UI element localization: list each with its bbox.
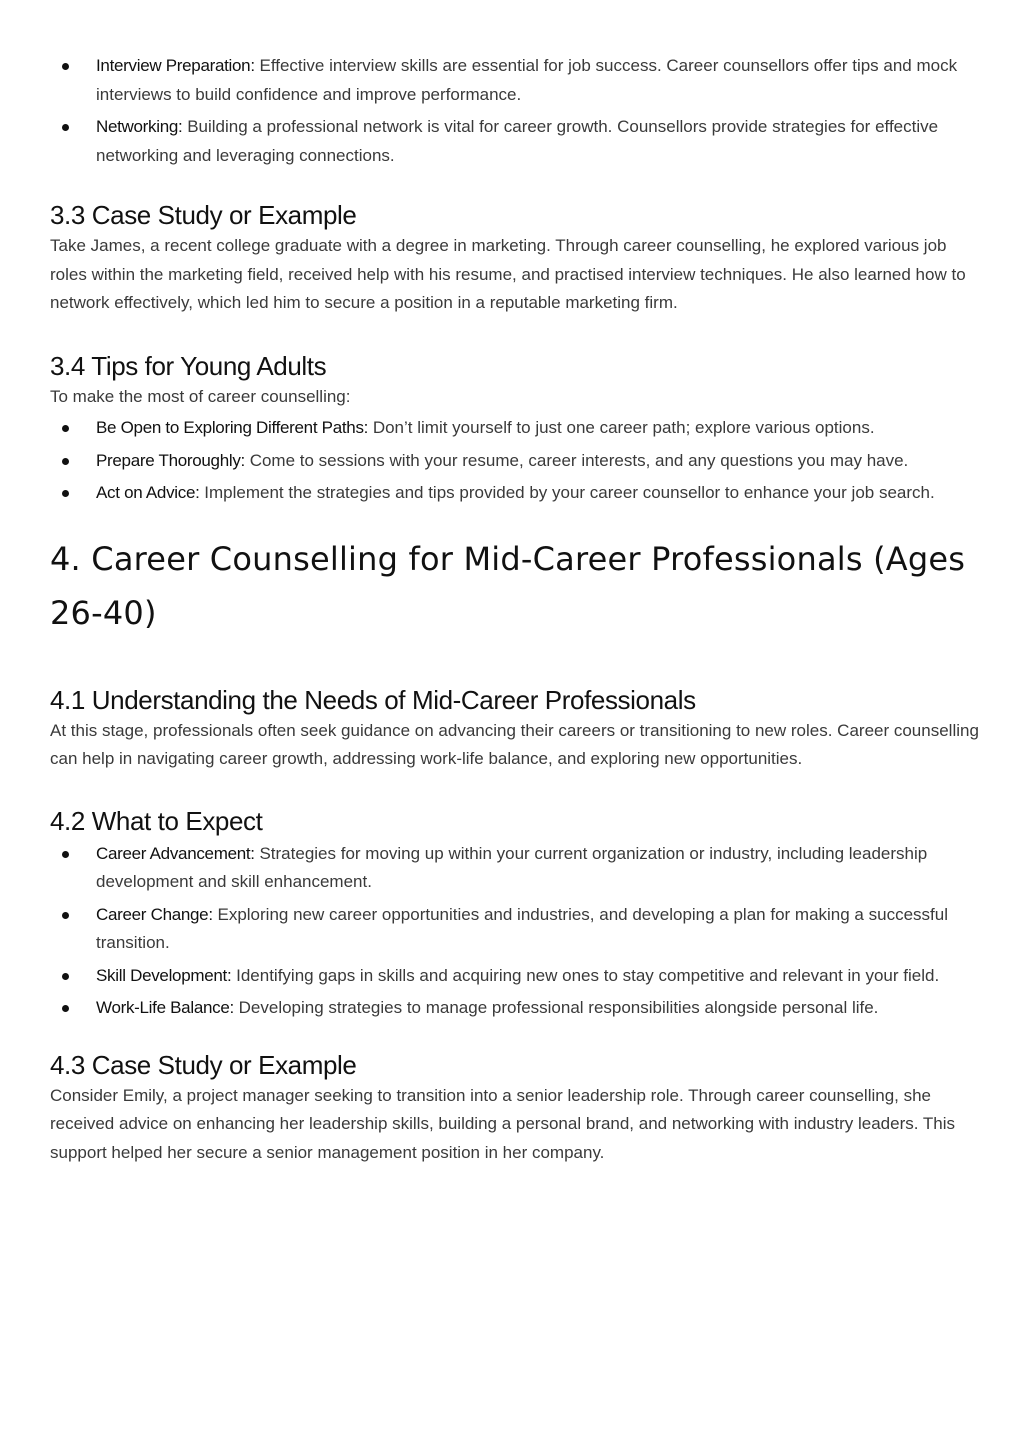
list-item-text: Developing strategies to manage professional responsibilities alongside personal life. — [233, 998, 879, 1017]
bullet-icon — [62, 458, 69, 465]
bullet-icon — [62, 63, 69, 70]
tips-bullet-list — [50, 414, 980, 508]
list-item-term: Prepare Thoroughly: — [96, 450, 245, 470]
section-3-3-heading: 3.3 Case Study or Example — [50, 200, 357, 230]
list-item — [50, 962, 980, 991]
list-item-text: Come to sessions with your resume, career interests, and any questions you may have. — [244, 450, 909, 470]
list-item-text: Implement the strategies and tips provided by your career counsellor to enhance your job search. — [199, 483, 935, 502]
list-item-text: Effective interview skills are essential for job success. Career counsellors offer tips and mock interviews to build confidence and improve performance. — [96, 56, 958, 104]
list-item-term: Skill Development: — [96, 965, 232, 985]
bullet-icon — [62, 973, 69, 980]
list-item-text: Building a professional network is vital for career growth. Counsellors provide strategies for effective networking and leveraging connections. — [96, 117, 939, 165]
expect-bullet-list — [50, 840, 980, 1023]
list-item-term: Be Open to Exploring Different Paths: — [96, 418, 369, 437]
bullet-icon — [62, 851, 69, 858]
list-item-term: Networking: — [96, 117, 183, 136]
list-item — [50, 840, 980, 897]
section-3-4-heading: 3.4 Tips for Young Adults — [50, 350, 327, 381]
list-item-text: Identifying gaps in skills and acquiring new ones to stay competitive and relevant in your field. — [231, 965, 940, 985]
section-3-3-body: Take James, a recent college graduate with a degree in marketing. Through career counselling, he explored various job roles within the marketing field, received help with his resume, and practised interview techniques. He also learned how to network effectively, which led him to secure a position in a reputable marketing firm. — [50, 236, 966, 312]
section-4-1-body: At this stage, professionals often seek guidance on advancing their careers or transitioning to new roles. Career counselling can help in navigating career growth, addressing work-life balance, and exploring new opportunities. — [50, 720, 979, 768]
section-4-1-heading: 4.1 Understanding the Needs of Mid-Career Professionals — [50, 684, 696, 715]
list-item-text: Don’t limit yourself to just one career path; explore various options. — [368, 418, 875, 437]
list-item-term: Interview Preparation: — [96, 56, 255, 75]
list-item — [50, 414, 980, 443]
top-bullet-list — [50, 52, 980, 170]
bullet-icon — [62, 124, 69, 131]
section-4-2-heading: 4.2 What to Expect — [50, 805, 263, 836]
list-item-text: Strategies for moving up within your current organization or industry, including leadership development and skill enhancement. — [96, 843, 928, 891]
section-4-heading: 4. Career Counselling for Mid-Career Professionals (Ages 26-40) — [50, 539, 966, 632]
list-item-term: Career Change: — [96, 904, 213, 924]
document-page — [50, 52, 980, 1167]
list-item — [50, 113, 980, 170]
list-item-term: Act on Advice: — [96, 483, 200, 502]
section-3-4-intro: To make the most of career counselling: — [50, 386, 351, 406]
bullet-icon — [62, 425, 69, 432]
list-item-term: Work-Life Balance: — [96, 998, 234, 1017]
section-4-3-body: Consider Emily, a project manager seeking to transition into a senior leadership role. Through career counselling, she received advice on enhancing her leadership skills, building a personal brand, and networking with industry leaders. This support helped her secure a senior management position in her company. — [50, 1085, 955, 1162]
bullet-icon — [62, 912, 69, 919]
bullet-icon — [62, 1005, 69, 1012]
bullet-icon — [62, 490, 69, 497]
list-item — [50, 447, 980, 476]
list-item — [50, 901, 980, 958]
list-item — [50, 994, 980, 1023]
list-item — [50, 479, 980, 508]
list-item — [50, 52, 980, 109]
list-item-text: Exploring new career opportunities and industries, and developing a plan for making a successful transition. — [96, 904, 948, 952]
list-item-term: Career Advancement: — [96, 843, 255, 863]
section-4-3-heading: 4.3 Case Study or Example — [50, 1049, 357, 1080]
